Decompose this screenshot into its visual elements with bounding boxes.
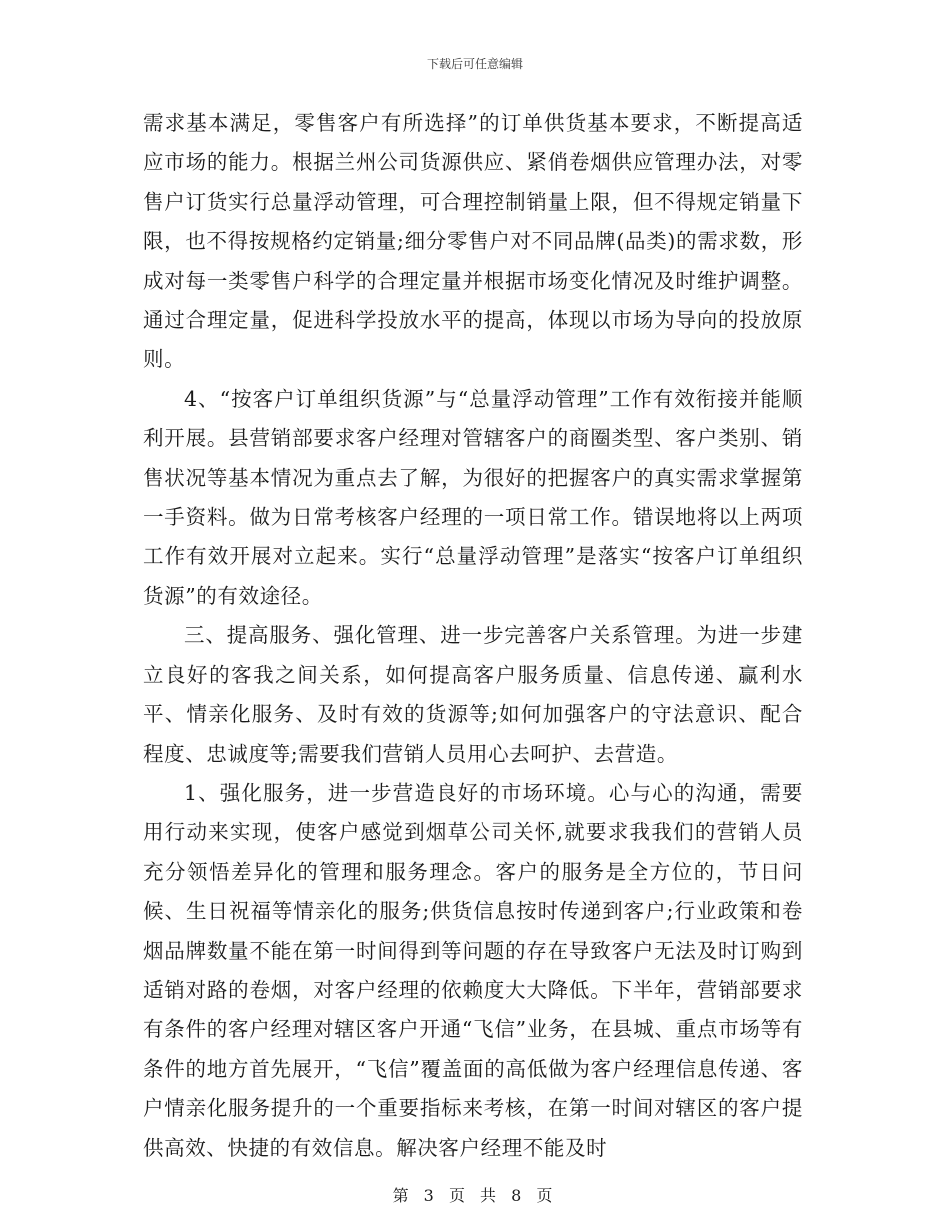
paragraph-continued: 需求基本满足，零售客户有所选择”的订单供货基本要求，不断提高适应市场的能力。根据兰州公司货源供应、紧俏卷烟供应管理办法，对零售户订货实行总量浮动管理，可合理控制销量上限，但不得规定销量下限，也不得按规格约定销量;细分零售户对不同品牌(品类)的需求数，形成对每一类零售户科学的合理定量并根据市场变化情况及时维护调整。通过合理定量，促进科学投放水平的提高，体现以市场为导向的投放原则。 (143, 111, 803, 372)
paragraph-item-1: 1、强化服务，进一步营造良好的市场环境。心与心的沟通，需要用行动来实现，使客户感觉到烟草公司关怀,就要求我我们的营销人员充分领悟差异化的管理和服务理念。客户的服务是全方位的，节日问候、生日祝福等情亲化的服务;供货信息按时传递到客户;行业政策和卷烟品牌数量不能在第一时间得到等问题的存在导致客户无法及时订购到适销对路的卷烟，对客户经理的依赖度大大降低。下半年，营销部要求有条件的客户经理对辖区客户开通“飞信”业务，在县城、重点市场等有条件的地方首先展开，“飞信”覆盖面的高低做为客户经理信息传递、客户情亲化服务提升的一个重要指标来考核，在第一时间对辖区的客户提供高效、快捷的有效信息。解决客户经理不能及时 (143, 780, 803, 1160)
paragraph-section-3: 三、提高服务、强化管理、进一步完善客户关系管理。为进一步建立良好的客我之间关系，如何提高客户服务质量、信息传递、赢利水平、情亲化服务、及时有效的货源等;如何加强客户的守法意识、配合程度、忠诚度等;需要我们营销人员用心去呵护、去营造。 (143, 623, 803, 766)
paragraph-item-4: 4、“按客户订单组织货源”与“总量浮动管理”工作有效衔接并能顺利开展。县营销部要求客户经理对管辖客户的商圈类型、客户类别、销售状况等基本情况为重点去了解，为很好的把握客户的真实需求掌握第一手资料。做为日常考核客户经理的一项日常工作。错误地将以上两项工作有效开展对立起来。实行“总量浮动管理”是落实“按客户订单组织货源”的有效途径。 (143, 386, 803, 608)
page-number-footer: 第 3 页 共 8 页 (392, 1186, 558, 1205)
document-body (143, 104, 803, 1168)
page-header: 下载后可任意编辑 (426, 57, 523, 71)
